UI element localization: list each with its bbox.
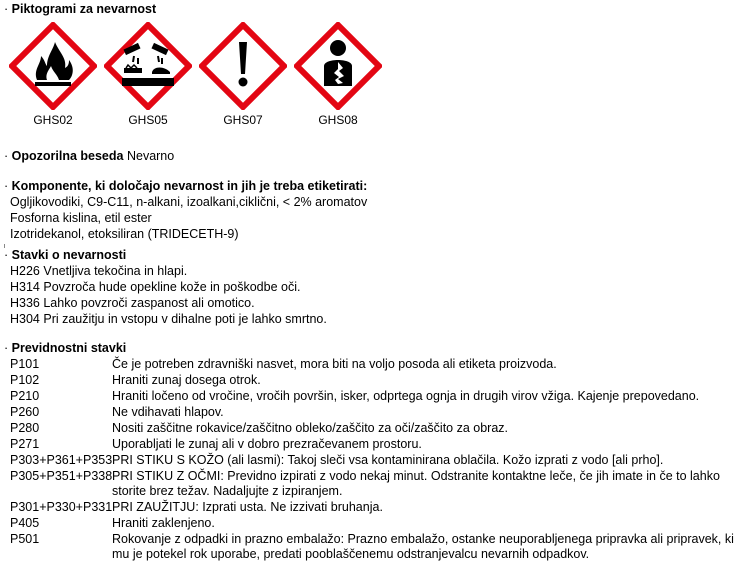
hazard-statement: H226 Vnetljiva tekočina in hlapi. [10,264,188,278]
p-text: Nositi zaščitne rokavice/zaščitno obleko/zaščito za oči/zaščito za obraz. [112,421,509,435]
pictograms-heading: · Piktogrami za nevarnost [4,2,157,16]
hazard-title: Stavki o nevarnosti [11,248,127,262]
pictogram-row [0,20,400,132]
pictograms-title: Piktogrami za nevarnost [11,2,157,16]
p-code: P271 [10,437,40,451]
exclamation-icon [199,22,287,110]
pictogram-ghs07 [198,22,288,127]
signal-word-row: · Opozorilna beseda Nevarno [4,149,175,163]
p-code: P102 [10,373,40,387]
p-code: P101 [10,357,40,371]
p-code: P303+P361+P353 [10,453,113,467]
p-text: Hraniti zunaj dosega otrok. [112,373,261,387]
pictogram-ghs05 [103,22,193,127]
hazard-heading: · Stavki o nevarnosti [4,248,127,262]
hazard-statement: H314 Povzroča hude opekline kože in poškodbe oči. [10,280,301,294]
p-code: P280 [10,421,40,435]
components-heading: · Komponente, ki določajo nevarnost in jih je treba etiketirati: [4,179,368,193]
hazard-statement: H336 Lahko povzroči zaspanost ali omotico. [10,296,255,310]
corrosion-icon [104,22,192,110]
signal-word-label: Opozorilna beseda [11,149,124,163]
p-code: P405 [10,516,40,530]
p-code: P301+P330+P331 [10,500,113,514]
p-text: Uporabljati le zunaj ali v dobro prezračevanem prostoru. [112,437,422,451]
health-hazard-icon [294,22,382,110]
pictogram-label: GHS02 [33,113,73,127]
pictogram-ghs02 [8,22,98,127]
component-item: Ogljikovodiki, C9-C11, n-alkani, izoalkani,ciklični, < 2% aromatov [10,195,368,209]
hazard-statement: H304 Pri zaužitju in vstopu v dihalne poti je lahko smrtno. [10,312,327,326]
component-item: Izotridekanol, etoksiliran (TRIDECETH-9) [10,227,239,241]
flame-icon [9,22,97,110]
p-text: Hraniti zaklenjeno. [112,516,215,530]
p-text: Hraniti ločeno od vročine, vročih površin, isker, odprtega ognja in drugih virov vžiga. Kajenje prepovedano. [112,389,700,403]
p-text: PRI STIKU Z OČMI: Previdno izpirati z vodo nekaj minut. Odstranite kontaktne leče, če jih imate in če to lahko storite brez težav. Nadaljujte z izpiranjem. [112,469,720,498]
signal-word-value: Nevarno [126,149,175,163]
p-code: P305+P351+P338 [10,469,113,483]
pictogram-label: GHS08 [318,113,358,127]
components-title: Komponente, ki določajo nevarnost in jih je treba etiketirati: [11,179,368,193]
p-text: Če je potreben zdravniški nasvet, mora biti na voljo posoda ali etiketa proizvoda. [112,357,557,371]
precautionary-title: Previdnostni stavki [11,341,127,355]
p-text: Ne vdihavati hlapov. [112,405,224,419]
p-code: P210 [10,389,40,403]
p-text: PRI STIKU S KOŽO (ali lasmi): Takoj sleči vsa kontaminirana oblačila. Kožo izprati z vodo [ali prho]. [112,453,664,467]
p-code: P501 [10,532,40,546]
p-text: PRI ZAUŽITJU: Izprati usta. Ne izzivati bruhanja. [112,500,383,514]
pictogram-label: GHS07 [223,113,263,127]
p-code: P260 [10,405,40,419]
precautionary-heading: · Previdnostni stavki [4,341,127,355]
component-item: Fosforna kislina, etil ester [10,211,152,225]
pictogram-label: GHS05 [128,113,168,127]
pictogram-ghs08 [293,22,383,127]
p-text: Rokovanje z odpadki in prazno embalažo: Prazno embalažo, ostanke neuporabljenega pripravka ali pripravek, ki mu je potekel rok uporabe, predati pooblaščenemu odstranjevalcu nevarnih odpadkov. [112,532,734,561]
